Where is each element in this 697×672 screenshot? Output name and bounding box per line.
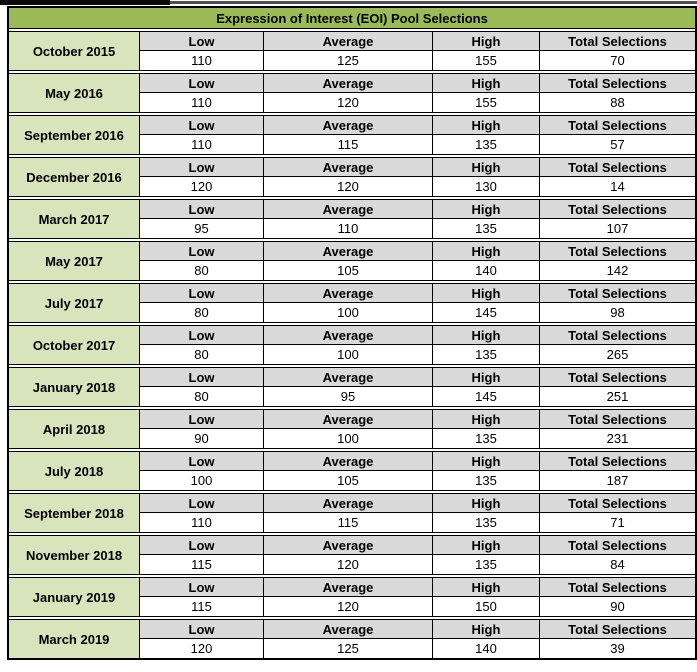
table-title: Expression of Interest (EOI) Pool Selections [9,8,695,29]
low-value: 110 [140,51,264,70]
total-selections-value: 231 [606,431,629,446]
high-value: 155 [433,93,540,112]
col-header-total-selections: Total Selections [568,159,667,175]
col-header-low: Low [140,410,264,428]
top-edge-artifact-black [0,0,170,5]
col-header-high: High [433,368,540,386]
col-header-low: Low [140,578,264,596]
col-header-total-selections: Total Selections [568,327,667,343]
col-header-average: Average [264,368,433,386]
total-selections-value: 251 [606,389,629,404]
month-label: May 2016 [9,74,140,112]
total-selections-value: 14 [610,179,625,194]
month-block [9,535,695,575]
col-header-low: Low [140,200,264,218]
value-row [140,177,695,196]
col-header-average: Average [264,200,433,218]
total-selections-value: 84 [610,557,625,572]
month-label: October 2017 [9,326,140,364]
month-label: April 2018 [9,410,140,448]
month-blocks-container [9,31,695,658]
col-header-high: High [433,578,540,596]
column-header-row [140,494,695,513]
average-value: 125 [264,639,433,658]
high-value: 135 [433,135,540,154]
high-value: 135 [433,345,540,364]
col-header-average: Average [264,620,433,638]
col-header-average: Average [264,158,433,176]
month-label: January 2018 [9,368,140,406]
col-header-average: Average [264,32,433,50]
average-value: 105 [264,471,433,490]
col-header-total-selections: Total Selections [568,411,667,427]
total-selections-value: 71 [610,515,625,530]
low-value: 115 [140,597,264,616]
total-selections-value: 142 [606,263,629,278]
month-data-grid [140,368,695,406]
low-value: 80 [140,345,264,364]
value-row [140,51,695,70]
month-data-grid [140,578,695,616]
column-header-row [140,200,695,219]
column-header-row [140,410,695,429]
col-header-total-selections: Total Selections [568,453,667,469]
month-block [9,157,695,197]
low-value: 90 [140,429,264,448]
high-value: 150 [433,597,540,616]
col-header-high: High [433,116,540,134]
month-block [9,409,695,449]
month-label: January 2019 [9,578,140,616]
month-data-grid [140,74,695,112]
high-value: 155 [433,51,540,70]
low-value: 110 [140,513,264,532]
month-data-grid [140,620,695,658]
column-header-row [140,620,695,639]
low-value: 110 [140,135,264,154]
month-block [9,577,695,617]
col-header-average: Average [264,74,433,92]
value-row [140,429,695,448]
col-header-high: High [433,536,540,554]
high-value: 140 [433,261,540,280]
month-data-grid [140,116,695,154]
col-header-high: High [433,410,540,428]
col-header-average: Average [264,326,433,344]
month-data-grid [140,158,695,196]
col-header-average: Average [264,578,433,596]
month-block [9,31,695,71]
high-value: 140 [433,639,540,658]
average-value: 95 [264,387,433,406]
value-row [140,135,695,154]
month-label: October 2015 [9,32,140,70]
value-row [140,387,695,406]
high-value: 145 [433,387,540,406]
col-header-average: Average [264,536,433,554]
month-label: March 2019 [9,620,140,658]
col-header-total-selections: Total Selections [568,621,667,637]
average-value: 120 [264,93,433,112]
col-header-average: Average [264,242,433,260]
column-header-row [140,158,695,177]
month-data-grid [140,242,695,280]
value-row [140,471,695,490]
average-value: 120 [264,597,433,616]
value-row [140,555,695,574]
month-block [9,493,695,533]
high-value: 135 [433,219,540,238]
low-value: 110 [140,93,264,112]
month-data-grid [140,32,695,70]
month-block [9,115,695,155]
average-value: 120 [264,555,433,574]
column-header-row [140,578,695,597]
col-header-high: High [433,242,540,260]
total-selections-value: 90 [610,599,625,614]
col-header-high: High [433,284,540,302]
high-value: 135 [433,471,540,490]
month-label: March 2017 [9,200,140,238]
column-header-row [140,242,695,261]
average-value: 110 [264,219,433,238]
col-header-total-selections: Total Selections [568,201,667,217]
col-header-total-selections: Total Selections [568,75,667,91]
col-header-high: High [433,452,540,470]
top-edge-artifact-gray [170,1,697,4]
col-header-low: Low [140,158,264,176]
col-header-high: High [433,74,540,92]
col-header-low: Low [140,74,264,92]
average-value: 100 [264,429,433,448]
col-header-total-selections: Total Selections [568,243,667,259]
col-header-low: Low [140,242,264,260]
col-header-low: Low [140,494,264,512]
col-header-total-selections: Total Selections [568,537,667,553]
month-block [9,325,695,365]
column-header-row [140,452,695,471]
month-block [9,367,695,407]
value-row [140,303,695,322]
col-header-high: High [433,200,540,218]
average-value: 100 [264,303,433,322]
month-data-grid [140,284,695,322]
col-header-high: High [433,620,540,638]
value-row [140,93,695,112]
col-header-high: High [433,32,540,50]
column-header-row [140,284,695,303]
total-selections-value: 39 [610,641,625,656]
col-header-total-selections: Total Selections [568,579,667,595]
month-block [9,73,695,113]
low-value: 100 [140,471,264,490]
value-row [140,597,695,616]
low-value: 95 [140,219,264,238]
col-header-total-selections: Total Selections [568,495,667,511]
total-selections-value: 107 [606,221,629,236]
high-value: 135 [433,513,540,532]
high-value: 145 [433,303,540,322]
month-block [9,199,695,239]
month-data-grid [140,494,695,532]
month-label: September 2018 [9,494,140,532]
col-header-low: Low [140,368,264,386]
value-row [140,639,695,658]
total-selections-value: 57 [610,137,625,152]
value-row [140,513,695,532]
col-header-low: Low [140,32,264,50]
column-header-row [140,74,695,93]
low-value: 80 [140,261,264,280]
col-header-total-selections: Total Selections [568,33,667,49]
low-value: 115 [140,555,264,574]
month-label: July 2018 [9,452,140,490]
average-value: 125 [264,51,433,70]
average-value: 115 [264,513,433,532]
col-header-high: High [433,158,540,176]
month-data-grid [140,410,695,448]
month-label: July 2017 [9,284,140,322]
month-label: November 2018 [9,536,140,574]
col-header-average: Average [264,452,433,470]
value-row [140,261,695,280]
month-block [9,241,695,281]
high-value: 135 [433,429,540,448]
average-value: 105 [264,261,433,280]
col-header-low: Low [140,326,264,344]
col-header-low: Low [140,620,264,638]
total-selections-value: 88 [610,95,625,110]
column-header-row [140,326,695,345]
col-header-average: Average [264,284,433,302]
low-value: 120 [140,177,264,196]
col-header-total-selections: Total Selections [568,285,667,301]
high-value: 130 [433,177,540,196]
col-header-high: High [433,326,540,344]
total-selections-value: 98 [610,305,625,320]
month-data-grid [140,200,695,238]
col-header-low: Low [140,536,264,554]
col-header-low: Low [140,452,264,470]
value-row [140,345,695,364]
col-header-total-selections: Total Selections [568,369,667,385]
month-block [9,283,695,323]
month-block [9,619,695,658]
low-value: 80 [140,303,264,322]
column-header-row [140,32,695,51]
month-label: December 2016 [9,158,140,196]
month-label: May 2017 [9,242,140,280]
month-label: September 2016 [9,116,140,154]
col-header-average: Average [264,116,433,134]
total-selections-value: 70 [610,53,625,68]
low-value: 120 [140,639,264,658]
col-header-total-selections: Total Selections [568,117,667,133]
col-header-low: Low [140,116,264,134]
col-header-average: Average [264,410,433,428]
high-value: 135 [433,555,540,574]
month-data-grid [140,452,695,490]
eoi-pool-selections-table [7,6,697,660]
month-block [9,451,695,491]
column-header-row [140,116,695,135]
total-selections-value: 265 [606,347,629,362]
month-data-grid [140,326,695,364]
column-header-row [140,368,695,387]
average-value: 120 [264,177,433,196]
total-selections-value: 187 [606,473,629,488]
col-header-average: Average [264,494,433,512]
col-header-high: High [433,494,540,512]
average-value: 115 [264,135,433,154]
month-data-grid [140,536,695,574]
low-value: 80 [140,387,264,406]
average-value: 100 [264,345,433,364]
col-header-low: Low [140,284,264,302]
column-header-row [140,536,695,555]
value-row [140,219,695,238]
